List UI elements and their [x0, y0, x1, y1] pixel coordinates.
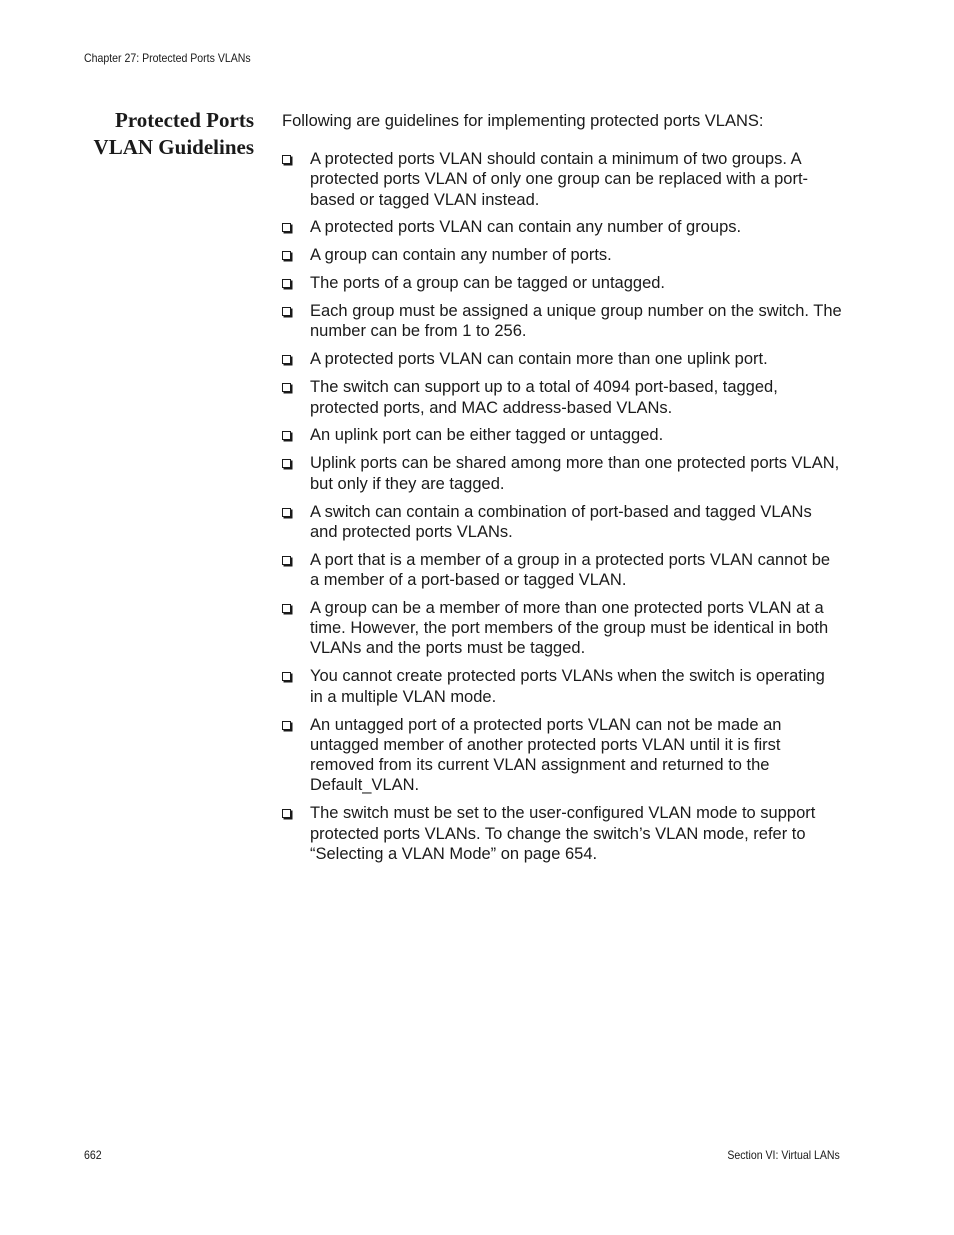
section-heading	[60, 107, 254, 161]
list-item-text: The ports of a group can be tagged or untagged.	[310, 274, 666, 293]
list-item	[282, 301, 842, 342]
list-item	[282, 502, 842, 543]
list-item	[282, 803, 842, 864]
list-item	[282, 149, 842, 210]
list-item	[282, 245, 842, 265]
list-item	[282, 598, 842, 659]
section-heading-line-1: Protected Ports	[115, 108, 254, 132]
list-item-text: Each group must be assigned a unique group number on the switch. The number can be from 1 to 256.	[310, 302, 842, 341]
list-item-text: The switch can support up to a total of 4094 port-based, tagged, protected ports, and MAC address-based VLANs.	[310, 378, 778, 417]
list-item-text: A protected ports VLAN can contain any number of groups.	[310, 218, 742, 237]
list-item	[282, 273, 842, 293]
checkbox-bullet-icon	[282, 223, 291, 232]
list-item-text: An uplink port can be either tagged or untagged.	[310, 426, 664, 445]
intro-paragraph: Following are guidelines for implementing protected ports VLANS:	[282, 112, 764, 130]
checkbox-bullet-icon	[282, 307, 291, 316]
list-item	[282, 425, 842, 445]
checkbox-bullet-icon	[282, 431, 291, 440]
checkbox-bullet-icon	[282, 383, 291, 392]
list-item-text: Uplink ports can be shared among more than one protected ports VLAN, but only if they are tagged.	[310, 454, 840, 493]
list-item-text: A switch can contain a combination of port-based and tagged VLANs and protected ports VLANs.	[310, 502, 812, 541]
checkbox-bullet-icon	[282, 604, 291, 613]
checkbox-bullet-icon	[282, 459, 291, 468]
list-item-text: You cannot create protected ports VLANs when the switch is operating in a multiple VLAN mode.	[310, 667, 825, 706]
list-item	[282, 349, 842, 369]
list-item	[282, 453, 842, 494]
list-item	[282, 217, 842, 237]
checkbox-bullet-icon	[282, 251, 291, 260]
guidelines-list	[282, 149, 842, 872]
list-item-text: A port that is a member of a group in a protected ports VLAN cannot be a member of a port-based or tagged VLAN.	[310, 550, 831, 589]
running-header: Chapter 27: Protected Ports VLANs	[84, 51, 251, 65]
list-item-text: The switch must be set to the user-configured VLAN mode to support protected ports VLANs. To change the switch’s VLAN mode, refer to “Selecting a VLAN Mode” on page 654.	[310, 804, 816, 863]
list-item	[282, 715, 842, 796]
list-item	[282, 550, 842, 591]
list-item-text: A group can be a member of more than one protected ports VLAN at a time. However, the port members of the group must be identical in both VLANs and the ports must be tagged.	[310, 598, 829, 658]
footer-section-title: Section VI: Virtual LANs	[727, 1148, 840, 1162]
list-item-text: An untagged port of a protected ports VLAN can not be made an untagged member of another protected ports VLAN until it is first removed from its current VLAN assignment and returned to the Default_VLAN.	[310, 715, 782, 795]
list-item	[282, 377, 842, 418]
checkbox-bullet-icon	[282, 279, 291, 288]
section-heading-line-2: VLAN Guidelines	[93, 135, 254, 159]
checkbox-bullet-icon	[282, 355, 291, 364]
checkbox-bullet-icon	[282, 672, 291, 681]
footer-page-number: 662	[84, 1148, 102, 1162]
list-item	[282, 666, 842, 707]
list-item-text: A group can contain any number of ports.	[310, 246, 612, 265]
list-item-text: A protected ports VLAN should contain a minimum of two groups. A protected ports VLAN of only one group can be replaced with a port-based or tagged VLAN instead.	[310, 150, 809, 209]
list-item-text: A protected ports VLAN can contain more than one uplink port.	[310, 350, 768, 369]
checkbox-bullet-icon	[282, 508, 291, 517]
checkbox-bullet-icon	[282, 809, 291, 818]
checkbox-bullet-icon	[282, 556, 291, 565]
checkbox-bullet-icon	[282, 721, 291, 730]
checkbox-bullet-icon	[282, 155, 291, 164]
